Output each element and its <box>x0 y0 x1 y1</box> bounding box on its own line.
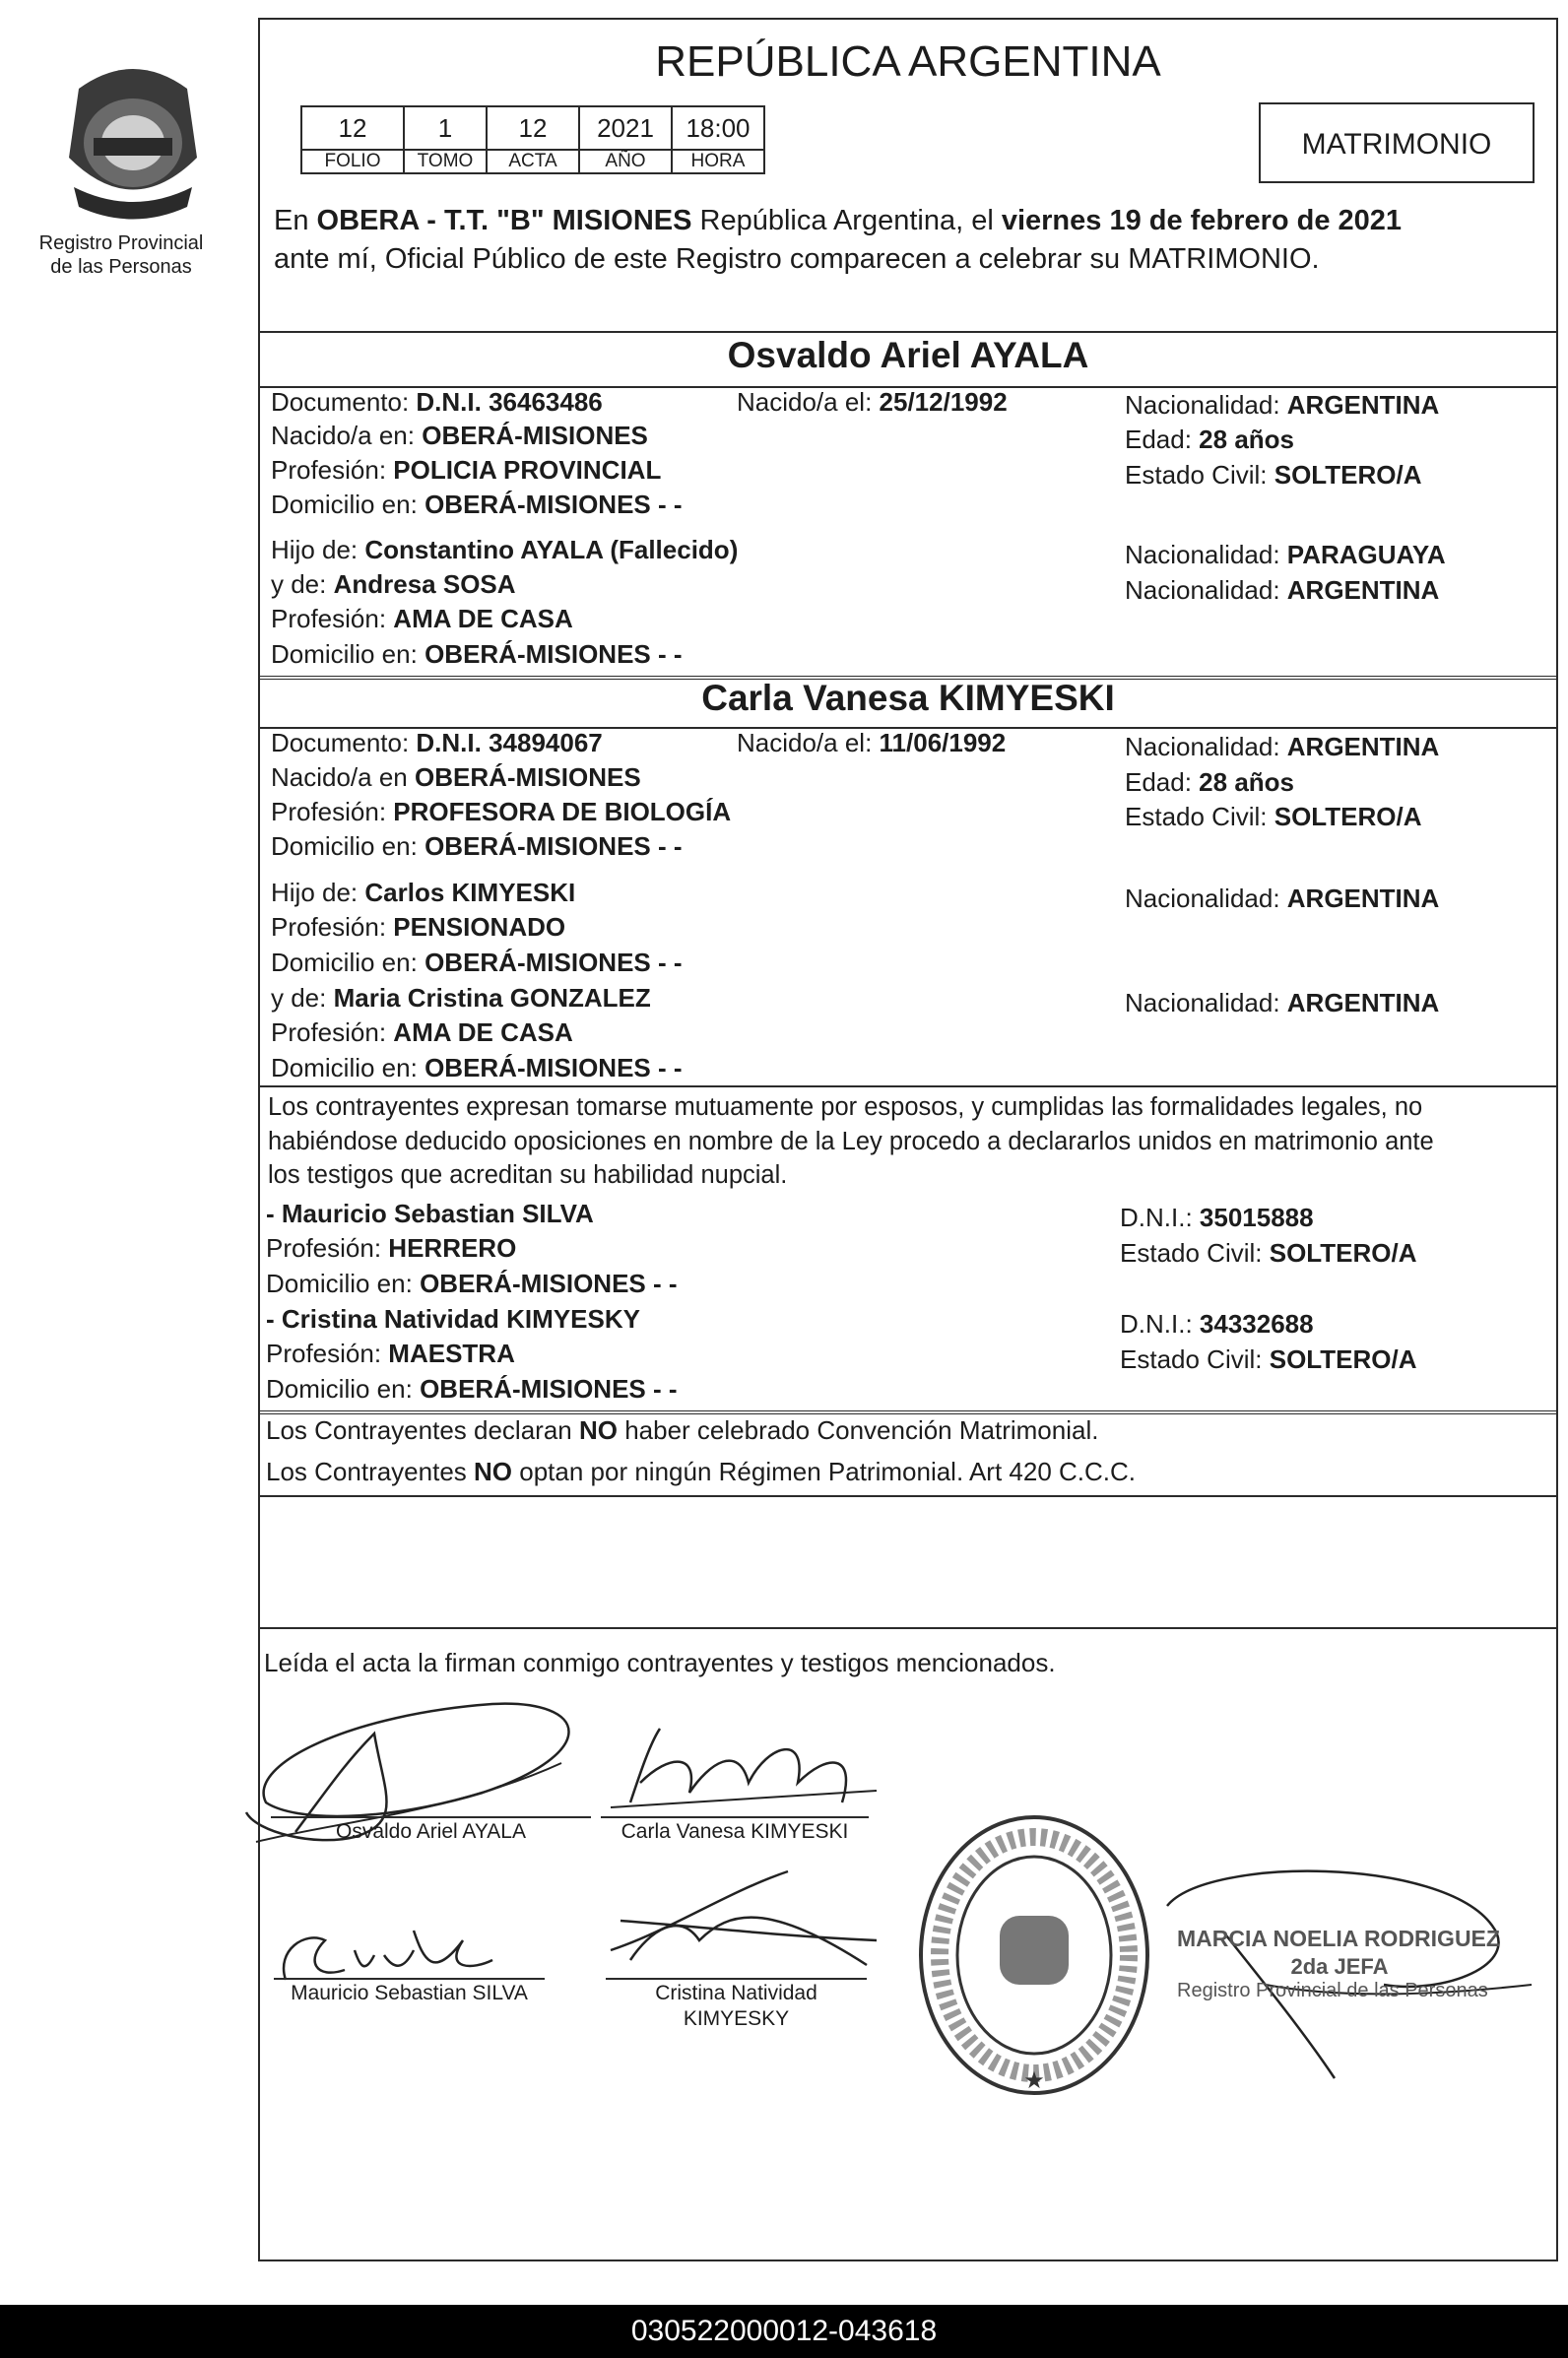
convention-line-2: Los Contrayentes NO optan por ningún Régimen Patrimonial. Art 420 C.C.C. <box>266 1457 1137 1486</box>
bride-signature-line <box>601 1816 869 1818</box>
witness-2-signature-name-1: Cristina Natividad <box>655 1982 817 2004</box>
groom-parents-domicilio: Domicilio en: OBERÁ-MISIONES - - <box>271 639 683 669</box>
groom-father: Hijo de: Constantino AYALA (Fallecido) <box>271 535 739 564</box>
bride-father-domicilio: Domicilio en: OBERÁ-MISIONES - - <box>271 948 683 977</box>
bride-nacionalidad: Nacionalidad: ARGENTINA <box>1125 732 1440 761</box>
groom-profesion: Profesión: POLICIA PROVINCIAL <box>271 455 662 485</box>
intro-date: viernes 19 de febrero de 2021 <box>1001 205 1403 236</box>
witness-2-estado-civil: Estado Civil: SOLTERO/A <box>1120 1344 1417 1374</box>
groom-documento: Documento: D.N.I. 36463486 <box>271 387 603 417</box>
groom-father-nacionalidad: Nacionalidad: PARAGUAYA <box>1125 540 1446 569</box>
intro-line-1 <box>274 203 1402 238</box>
official-office: Registro Provincial de las Personas <box>1177 1980 1488 2001</box>
witness-2-signature-line <box>606 1978 867 1980</box>
groom-estado-civil: Estado Civil: SOLTERO/A <box>1125 460 1422 490</box>
bride-domicilio: Domicilio en: OBERÁ-MISIONES - - <box>271 831 683 861</box>
bride-father-profesion: Profesión: PENSIONADO <box>271 912 566 942</box>
divider <box>258 331 1558 333</box>
closing-statement: Leída el acta la firman conmigo contrayentes y testigos mencionados. <box>264 1648 1056 1677</box>
witness-2-signature <box>591 1852 886 1980</box>
folio-value: 12 <box>301 106 404 150</box>
witness-1-signature-line <box>274 1978 545 1980</box>
official-seal-stamp <box>911 1807 1157 2103</box>
province-logo <box>39 49 227 227</box>
groom-nacido-en: Nacido/a en: OBERÁ-MISIONES <box>271 421 648 450</box>
bride-father: Hijo de: Carlos KIMYESKI <box>271 878 576 907</box>
groom-mother-nacionalidad: Nacionalidad: ARGENTINA <box>1125 575 1440 605</box>
official-role: 2da JEFA <box>1290 1954 1389 1979</box>
bride-edad: Edad: 28 años <box>1125 767 1294 797</box>
bride-documento: Documento: D.N.I. 34894067 <box>271 728 603 757</box>
divider <box>258 1627 1558 1629</box>
page-title: REPÚBLICA ARGENTINA <box>655 37 1161 86</box>
witness-2-profesion: Profesión: MAESTRA <box>266 1339 515 1368</box>
tomo-label: TOMO <box>404 150 487 173</box>
groom-signature-line <box>271 1816 591 1818</box>
hora-label: HORA <box>672 150 764 173</box>
type-label-box <box>1259 102 1535 183</box>
witness-1-profesion: Profesión: HERRERO <box>266 1233 517 1263</box>
ano-label: AÑO <box>579 150 672 173</box>
bride-mother: y de: Maria Cristina GONZALEZ <box>271 983 651 1013</box>
footer-bar <box>0 2305 1568 2358</box>
seal-inner-text <box>911 2110 920 2111</box>
bride-mother-domicilio: Domicilio en: OBERÁ-MISIONES - - <box>271 1053 683 1082</box>
acta-label: ACTA <box>487 150 579 173</box>
type-label: MATRIMONIO <box>1301 128 1492 161</box>
bride-mother-nacionalidad: Nacionalidad: ARGENTINA <box>1125 988 1440 1017</box>
record-fields-table <box>300 105 765 174</box>
groom-mother: y de: Andresa SOSA <box>271 569 516 599</box>
folio-label: FOLIO <box>301 150 404 173</box>
divider <box>258 1085 1558 1087</box>
logo-emblem-text <box>10 5 22 6</box>
intro-en: En <box>274 205 309 236</box>
svg-text:★: ★ <box>1023 2066 1045 2094</box>
groom-name: Osvaldo Ariel AYALA <box>727 335 1089 375</box>
declaration-line-3: los testigos que acreditan su habilidad nupcial. <box>268 1161 788 1189</box>
bride-mother-profesion: Profesión: AMA DE CASA <box>271 1017 573 1047</box>
declaration-line-1: Los contrayentes expresan tomarse mutuamente por esposos, y cumplidas las formalidades legales, no <box>268 1093 1423 1121</box>
official-name: MARCIA NOELIA RODRIGUEZ <box>1177 1926 1500 1951</box>
groom-edad: Edad: 28 años <box>1125 425 1294 454</box>
bride-profesion: Profesión: PROFESORA DE BIOLOGÍA <box>271 797 732 826</box>
seal-ring-text <box>911 2108 941 2109</box>
tomo-value: 1 <box>404 106 487 150</box>
witness-2-name: - Cristina Natividad KIMYESKY <box>266 1304 640 1334</box>
bride-signature-name: Carla Vanesa KIMYESKI <box>621 1820 849 1843</box>
intro-line-2: ante mí, Oficial Público de este Registro comparecen a celebrar su MATRIMONIO. <box>274 243 1320 275</box>
bride-nacido-el: Nacido/a el: 11/06/1992 <box>737 728 1007 757</box>
groom-signature-name: Osvaldo Ariel AYALA <box>336 1820 526 1843</box>
convention-line-1: Los Contrayentes declaran NO haber celebrado Convención Matrimonial. <box>266 1415 1099 1445</box>
witness-2-dni: D.N.I.: 34332688 <box>1120 1309 1314 1339</box>
bride-name: Carla Vanesa KIMYESKI <box>701 678 1115 718</box>
groom-nacido-el: Nacido/a el: 25/12/1992 <box>737 387 1008 417</box>
footer-code: 030522000012-043618 <box>630 2315 938 2347</box>
witness-2-domicilio: Domicilio en: OBERÁ-MISIONES - - <box>266 1374 678 1404</box>
bride-estado-civil: Estado Civil: SOLTERO/A <box>1125 802 1422 831</box>
intro-place: OBERA - T.T. "B" MISIONES <box>316 205 692 236</box>
witness-1-estado-civil: Estado Civil: SOLTERO/A <box>1120 1238 1417 1268</box>
intro-mid: República Argentina, el <box>691 205 1002 236</box>
declaration-line-2: habiéndose deducido oposiciones en nombre de la Ley procedo a declararlos unidos en matrimonio ante <box>268 1128 1434 1155</box>
groom-mother-profesion: Profesión: AMA DE CASA <box>271 604 573 633</box>
witness-1-domicilio: Domicilio en: OBERÁ-MISIONES - - <box>266 1269 678 1298</box>
acta-value: 12 <box>487 106 579 150</box>
bride-nacido-en: Nacido/a en OBERÁ-MISIONES <box>271 762 641 792</box>
witness-1-name: - Mauricio Sebastian SILVA <box>266 1199 594 1228</box>
divider <box>258 1495 1558 1497</box>
logo-caption-1: Registro Provincial <box>38 232 204 254</box>
bride-father-nacionalidad: Nacionalidad: ARGENTINA <box>1125 884 1440 913</box>
hora-value: 18:00 <box>672 106 764 150</box>
logo-caption-2: de las Personas <box>50 256 192 278</box>
witness-2-signature-name-2: KIMYESKY <box>683 2007 790 2030</box>
witness-1-signature-name: Mauricio Sebastian SILVA <box>291 1982 528 2004</box>
ano-value: 2021 <box>579 106 672 150</box>
groom-nacionalidad: Nacionalidad: ARGENTINA <box>1125 390 1440 420</box>
bride-signature <box>591 1714 886 1822</box>
witness-1-dni: D.N.I.: 35015888 <box>1120 1203 1314 1232</box>
groom-domicilio: Domicilio en: OBERÁ-MISIONES - - <box>271 490 683 519</box>
